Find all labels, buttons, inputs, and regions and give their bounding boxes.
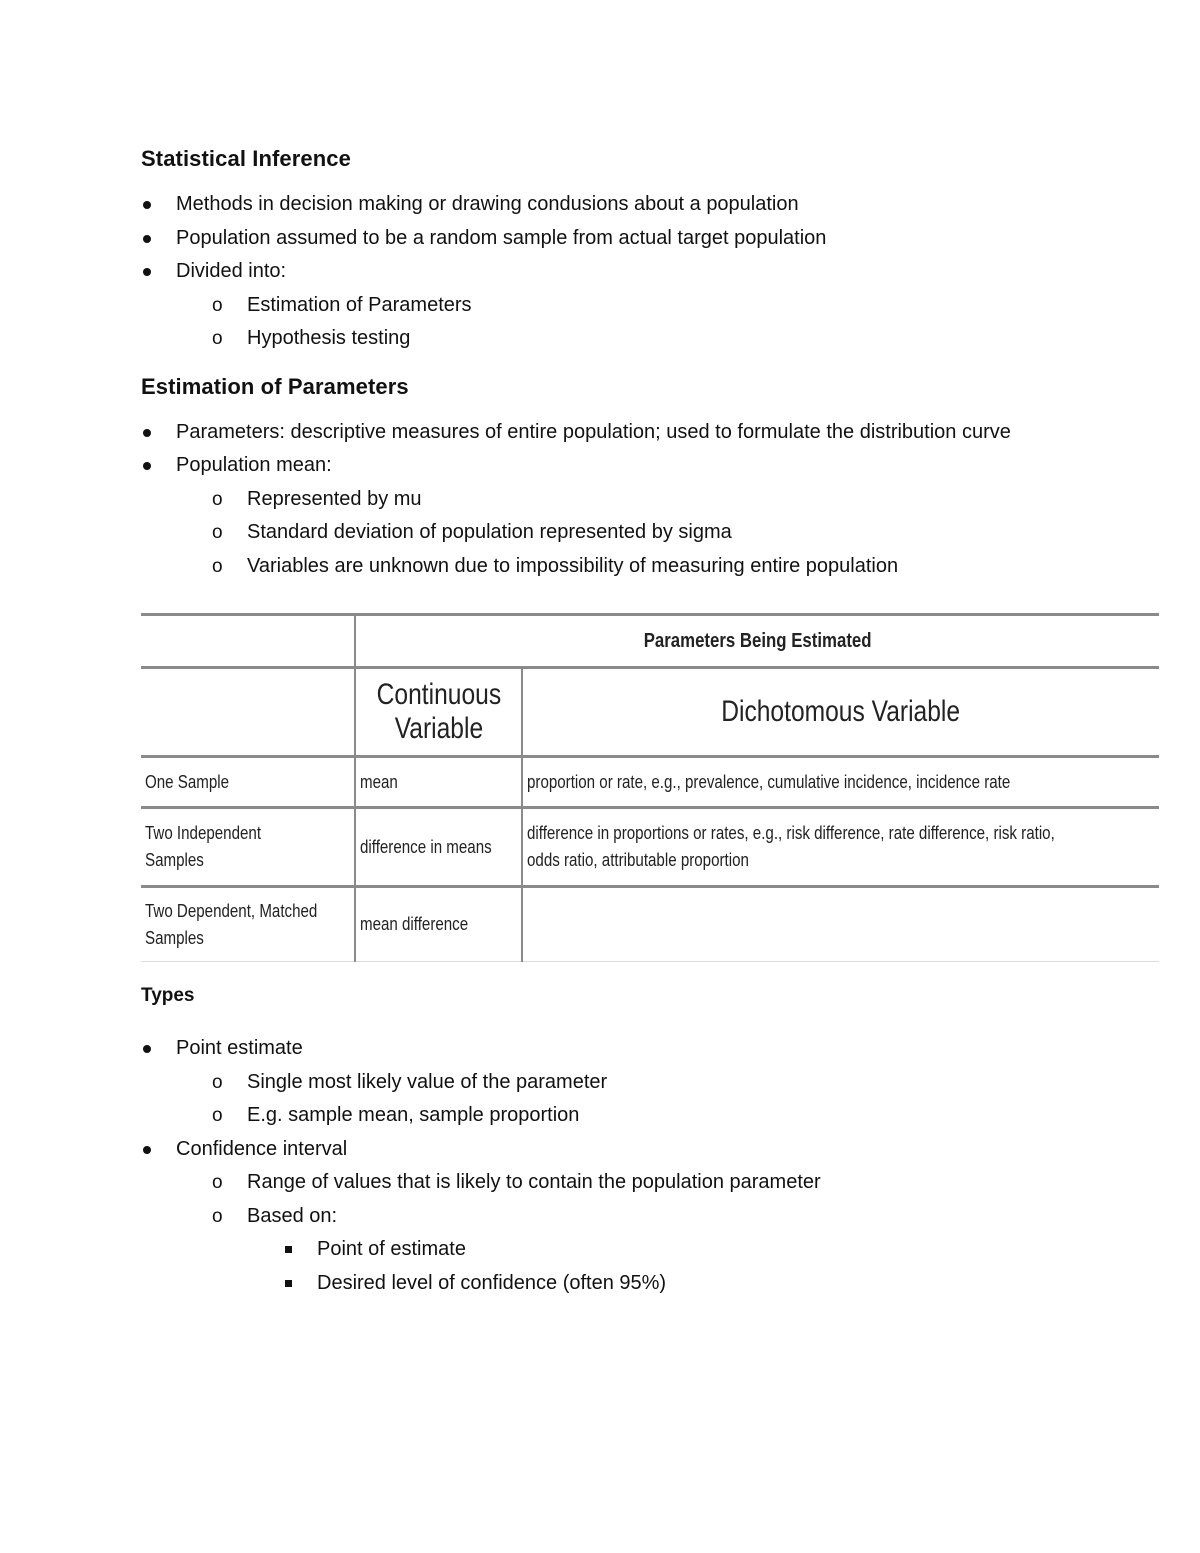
- list-item: o Variables are unknown due to impossibility of measuring entire population: [176, 550, 1059, 584]
- row-label: [141, 887, 355, 962]
- column-header-continuous-line2: Variable: [394, 712, 483, 745]
- row-label: [141, 808, 355, 887]
- list-item-text: Population mean:: [176, 454, 332, 476]
- cell-continuous: [355, 887, 522, 962]
- row-label-line2: Samples: [145, 850, 204, 870]
- table-row: [141, 757, 1159, 808]
- based-on-list: [141, 1233, 1059, 1300]
- heading-estimation-of-parameters: Estimation of Parameters: [141, 373, 409, 399]
- row-label-line1: Two Independent: [145, 823, 262, 843]
- heading-statistical-inference: Statistical Inference: [141, 146, 351, 171]
- cell-dichotomous-line2: odds ratio, attributable proportion: [526, 850, 749, 870]
- row-label: [141, 757, 355, 808]
- cell-dichotomous-text: proportion or rate, e.g., prevalence, cumulative incidence, incidence rate: [526, 771, 1011, 792]
- list-item-text: Based on:: [247, 1204, 338, 1227]
- table-row: [141, 887, 1159, 962]
- table-header: [355, 615, 1159, 668]
- cell-dichotomous: [522, 887, 1159, 962]
- list-item: Methods in decision making or drawing condusions about a population: [141, 188, 1059, 222]
- list-item: [141, 255, 1059, 356]
- estimation-list: [141, 416, 1059, 584]
- types-list: [141, 1032, 1059, 1300]
- row-label-line1: Two Dependent, Matched: [145, 900, 318, 921]
- column-header-continuous: [355, 668, 522, 757]
- document-page: [141, 140, 1059, 1300]
- row-label-line2: Samples: [145, 927, 204, 948]
- list-item: [141, 1133, 1059, 1301]
- cell-continuous: [355, 757, 522, 808]
- table-corner-cell: [141, 615, 325, 668]
- table-header-text: Parameters Being Estimated: [643, 629, 872, 652]
- table-variable-row: [141, 668, 1159, 757]
- column-header-dichotomous: [522, 668, 1159, 757]
- list-item: [141, 449, 1059, 583]
- list-item: [176, 1200, 1059, 1301]
- row-label-text: One Sample: [145, 771, 230, 792]
- cell-continuous-text: mean: [360, 771, 398, 792]
- list-item: Point of estimate: [141, 1233, 1059, 1267]
- list-item-text: Confidence interval: [176, 1137, 348, 1160]
- list-item: o Represented by mu: [176, 483, 1059, 517]
- statistical-inference-list: [141, 188, 1059, 356]
- list-item: Population assumed to be a random sample from actual target population: [141, 222, 1059, 256]
- parameters-table: [141, 613, 1159, 962]
- population-mean-list: [141, 483, 1059, 584]
- cell-continuous: [355, 808, 522, 887]
- list-item-text: Divided into:: [176, 260, 287, 282]
- list-item: [141, 1032, 1059, 1133]
- list-item: o Hypothesis testing: [176, 322, 1059, 356]
- table-corner-cell: [141, 668, 325, 757]
- column-header-dichotomous-text: Dichotomous Variable: [721, 695, 961, 728]
- table-header-row: [141, 615, 1159, 668]
- cell-dichotomous: [522, 757, 1159, 808]
- confidence-interval-list: [141, 1166, 1059, 1300]
- cell-dichotomous: [522, 808, 1159, 887]
- list-item: o Single most likely value of the parameter: [176, 1066, 1059, 1100]
- table-row: [141, 808, 1159, 887]
- list-item: o E.g. sample mean, sample proportion: [176, 1099, 1059, 1133]
- point-estimate-list: [141, 1066, 1059, 1133]
- cell-dichotomous-line1: difference in proportions or rates, e.g., risk difference, rate difference, risk ratio,: [526, 823, 1055, 843]
- divided-into-list: [141, 289, 1059, 356]
- list-item: o Range of values that is likely to contain the population parameter: [176, 1166, 1059, 1200]
- cell-continuous-text: difference in means: [360, 836, 492, 857]
- list-item-text: Point estimate: [176, 1037, 303, 1059]
- list-item: Parameters: descriptive measures of entire population; used to formulate the distribution curve: [141, 416, 1059, 450]
- heading-types: Types: [141, 985, 195, 1006]
- list-item: Desired level of confidence (often 95%): [141, 1267, 1059, 1301]
- list-item: o Estimation of Parameters: [176, 289, 1059, 323]
- list-item: o Standard deviation of population represented by sigma: [176, 516, 1059, 550]
- cell-continuous-text: mean difference: [360, 914, 469, 934]
- column-header-continuous-line1: Continuous: [376, 678, 501, 711]
